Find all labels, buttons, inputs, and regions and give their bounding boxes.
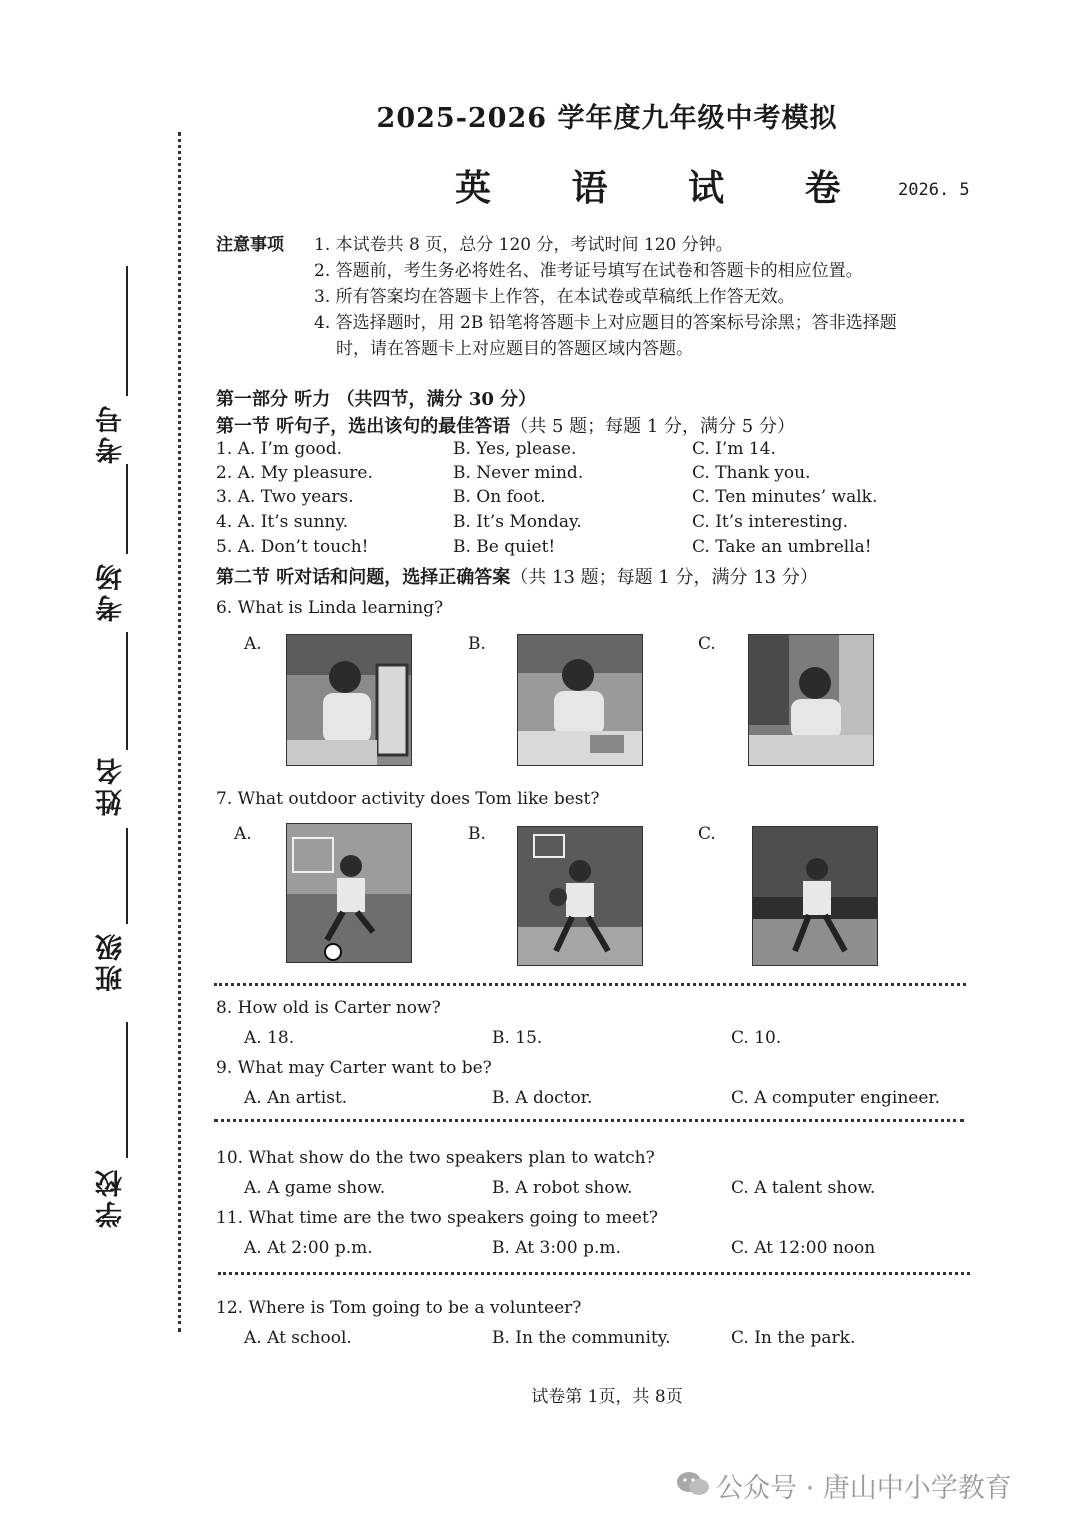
q12-option-b: B. In the community. bbox=[492, 1328, 671, 1348]
notice-label: 注意事项 bbox=[216, 235, 284, 255]
q10-option-c: C. A talent show. bbox=[731, 1178, 876, 1198]
section2-title: 第二节 听对话和问题，选择正确答案 bbox=[216, 567, 511, 588]
q11-option-a: A. At 2:00 p.m. bbox=[244, 1238, 373, 1258]
section1-heading bbox=[216, 412, 795, 438]
q2-option-a: 2. A. My pleasure. bbox=[216, 463, 373, 483]
exam-title: 2025-2026 学年度九年级中考模拟 bbox=[376, 103, 838, 134]
exam-no-blank-line bbox=[126, 266, 128, 396]
q11-question: 11. What time are the two speakers going to meet? bbox=[216, 1208, 658, 1228]
q9-option-c: C. A computer engineer. bbox=[731, 1088, 941, 1108]
q4-option-c: C. It’s interesting. bbox=[692, 512, 848, 532]
q6-label-b: B. bbox=[468, 634, 486, 654]
divider-dotted bbox=[214, 1119, 964, 1122]
name-blank-line bbox=[126, 632, 128, 750]
q5-option-c: C. Take an umbrella! bbox=[692, 537, 872, 557]
q12-question: 12. Where is Tom going to be a volunteer? bbox=[216, 1298, 582, 1318]
q7-question: 7. What outdoor activity does Tom like best? bbox=[216, 789, 600, 809]
q8-option-c: C. 10. bbox=[731, 1028, 782, 1048]
q3-option-b: B. On foot. bbox=[453, 487, 546, 507]
binding-dotted-line bbox=[178, 132, 181, 1332]
side-label-class: 班级 bbox=[96, 930, 127, 992]
divider-dotted bbox=[218, 1272, 970, 1275]
q9-question: 9. What may Carter want to be? bbox=[216, 1058, 492, 1078]
q12-option-c: C. In the park. bbox=[731, 1328, 856, 1348]
part1-score: （共四节，满分 30 分） bbox=[336, 389, 537, 410]
basketball-photo-icon bbox=[517, 826, 643, 966]
side-label-name: 姓名 bbox=[96, 754, 127, 816]
q8-option-b: B. 15. bbox=[492, 1028, 543, 1048]
q5-option-b: B. Be quiet! bbox=[453, 537, 556, 557]
q4-option-a: 4. A. It’s sunny. bbox=[216, 512, 349, 532]
notice-item: 时，请在答题卡上对应题目的答题区域内答题。 bbox=[336, 339, 693, 359]
q4-option-b: B. It’s Monday. bbox=[453, 512, 582, 532]
section2-heading bbox=[216, 563, 818, 589]
section2-score: （共 13 题；每题 1 分，满分 13 分） bbox=[510, 567, 818, 588]
school-blank-line bbox=[126, 1022, 128, 1158]
wechat-icon bbox=[676, 1470, 710, 1498]
q11-option-b: B. At 3:00 p.m. bbox=[492, 1238, 621, 1258]
class-blank-line bbox=[126, 828, 128, 924]
q1-option-c: C. I’m 14. bbox=[692, 439, 776, 459]
q2-option-b: B. Never mind. bbox=[453, 463, 584, 483]
q9-option-a: A. An artist. bbox=[244, 1088, 348, 1108]
side-label-room: 考场 bbox=[96, 560, 127, 622]
q3-option-a: 3. A. Two years. bbox=[216, 487, 354, 507]
q6-label-a: A. bbox=[244, 634, 262, 654]
q7-label-a: A. bbox=[234, 824, 252, 844]
exam-date: 2026. 5 bbox=[898, 180, 970, 200]
watermark-text: 公众号 · 唐山中小学教育 bbox=[716, 1473, 1012, 1504]
reading-photo-icon bbox=[748, 634, 874, 766]
q8-option-a: A. 18. bbox=[244, 1028, 295, 1048]
part1-title: 第一部分 听力 bbox=[216, 389, 331, 410]
q8-question: 8. How old is Carter now? bbox=[216, 998, 441, 1018]
q3-option-c: C. Ten minutes’ walk. bbox=[692, 487, 878, 507]
q7-label-b: B. bbox=[468, 824, 486, 844]
q2-option-c: C. Thank you. bbox=[692, 463, 811, 483]
exam-subtitle: 英 语 试 卷 bbox=[455, 167, 875, 209]
q1-option-b: B. Yes, please. bbox=[453, 439, 577, 459]
painting-photo-icon bbox=[286, 634, 412, 766]
q9-option-b: B. A doctor. bbox=[492, 1088, 593, 1108]
divider-dotted bbox=[214, 983, 966, 986]
q11-option-c: C. At 12:00 noon bbox=[731, 1238, 876, 1258]
q12-option-a: A. At school. bbox=[244, 1328, 352, 1348]
room-blank-line bbox=[126, 464, 128, 554]
q6-question: 6. What is Linda learning? bbox=[216, 598, 444, 618]
side-label-exam-no: 考号 bbox=[96, 402, 127, 464]
notice-item: 3. 所有答案均在答题卡上作答，在本试卷或草稿纸上作答无效。 bbox=[314, 287, 795, 307]
q10-question: 10. What show do the two speakers plan to watch? bbox=[216, 1148, 655, 1168]
q1-option-a: 1. A. I’m good. bbox=[216, 439, 342, 459]
q5-option-a: 5. A. Don’t touch! bbox=[216, 537, 369, 557]
drawing-photo-icon bbox=[517, 634, 643, 766]
side-label-school: 学校 bbox=[96, 1166, 127, 1228]
section1-title: 第一节 听句子，选出该句的最佳答语 bbox=[216, 416, 511, 437]
part1-heading bbox=[216, 385, 536, 411]
q7-label-c: C. bbox=[698, 824, 716, 844]
notice-item: 4. 答选择题时，用 2B 铅笔将答题卡上对应题目的答案标号涂黑；答非选择题 bbox=[314, 313, 897, 333]
page-footer: 试卷第 1页，共 8页 bbox=[531, 1387, 683, 1407]
notice-item: 2. 答题前，考生务必将姓名、准考证号填写在试卷和答题卡的相应位置。 bbox=[314, 261, 863, 281]
notice-item: 1. 本试卷共 8 页，总分 120 分，考试时间 120 分钟。 bbox=[314, 235, 733, 255]
q6-label-c: C. bbox=[698, 634, 716, 654]
soccer-photo-icon bbox=[286, 823, 412, 963]
section1-score: （共 5 题；每题 1 分，满分 5 分） bbox=[510, 416, 795, 437]
table-tennis-photo-icon bbox=[752, 826, 878, 966]
q10-option-b: B. A robot show. bbox=[492, 1178, 633, 1198]
q10-option-a: A. A game show. bbox=[244, 1178, 386, 1198]
